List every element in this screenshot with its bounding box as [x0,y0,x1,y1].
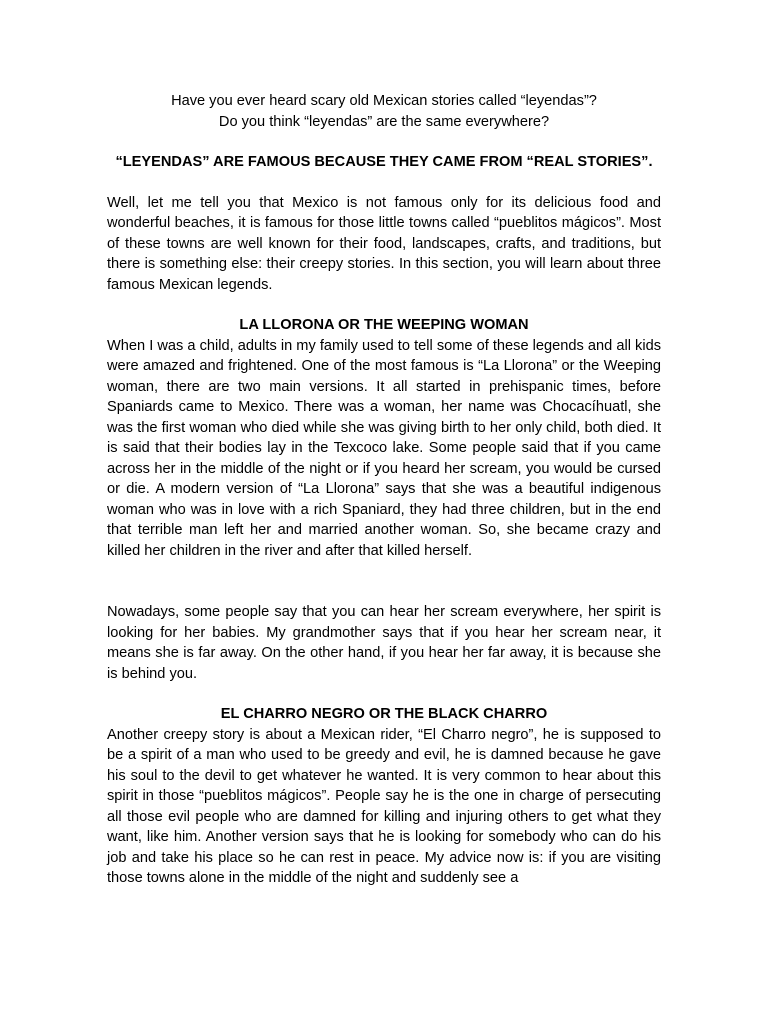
el-charro-negro-paragraph-1: Another creepy story is about a Mexican rider, “El Charro negro”, he is supposed to be a spirit of a man who used to be greedy and evil, he is damned because he gave his soul to the devil to get whatever he wanted. It is very common to hear about this spirit in those “pueblitos mágicos”. People say he is the one in charge of persecuting all those evil people who are damned for killing and injuring others to get what they want, like him. Another version says that he is looking for somebody who can do his job and take his place so he can rest in peace. My advice now is: if you are visiting those towns alone in the middle of the night and suddenly see a [107,726,661,886]
la-llorona-paragraph-2: Nowadays, some people say that you can hear her scream everywhere, her spirit is looking for her babies. My grandmother says that if you hear her scream near, it means she is far away. On the other hand, if you hear her far away, it is because she is behind you. [107,604,661,682]
headline: “LEYENDAS” ARE FAMOUS BECAUSE THEY CAME FROM “REAL STORIES”. [115,154,653,170]
intro-questions [107,91,661,132]
section-title-la-llorona: LA LLORONA OR THE WEEPING WOMAN [239,317,529,333]
intro-question-2: Do you think “leyendas” are the same everywhere? [218,113,550,130]
la-llorona-paragraph-1: When I was a child, adults in my family used to tell some of these legends and all kids were amazed and frightened. One of the most famous is “La Llorona” or the Weeping woman, there are two main versions. It all started in prehispanic times, before Spaniards came to Mexico. There was a woman, her name was Chocacíhuatl, she was the first woman who died while she was giving birth to her only child, both died. It is said that their bodies lay in the Texcoco lake. Some people said that if you came across her in the middle of the night or if you heard her scream, you would be cursed or die. A modern version of “La Llorona” says that she was a beautiful indigenous woman who was in love with a rich Spaniard, they had three children, but in the end that terrible man left her and married another woman. So, she became crazy and killed her children in the river and after that killed herself. [107,337,661,559]
document-body [107,91,661,889]
intro-paragraph: Well, let me tell you that Mexico is not famous only for its delicious food and wonderful beaches, it is famous for those little towns called “pueblitos mágicos”. Most of these towns are well known for their food, landscapes, crafts, and traditions, but there is something else: their creepy stories. In this section, you will learn about three famous Mexican legends. [107,194,661,293]
intro-question-1: Have you ever heard scary old Mexican stories called “leyendas”? [171,93,597,109]
section-title-el-charro-negro: EL CHARRO NEGRO OR THE BLACK CHARRO [220,706,548,722]
